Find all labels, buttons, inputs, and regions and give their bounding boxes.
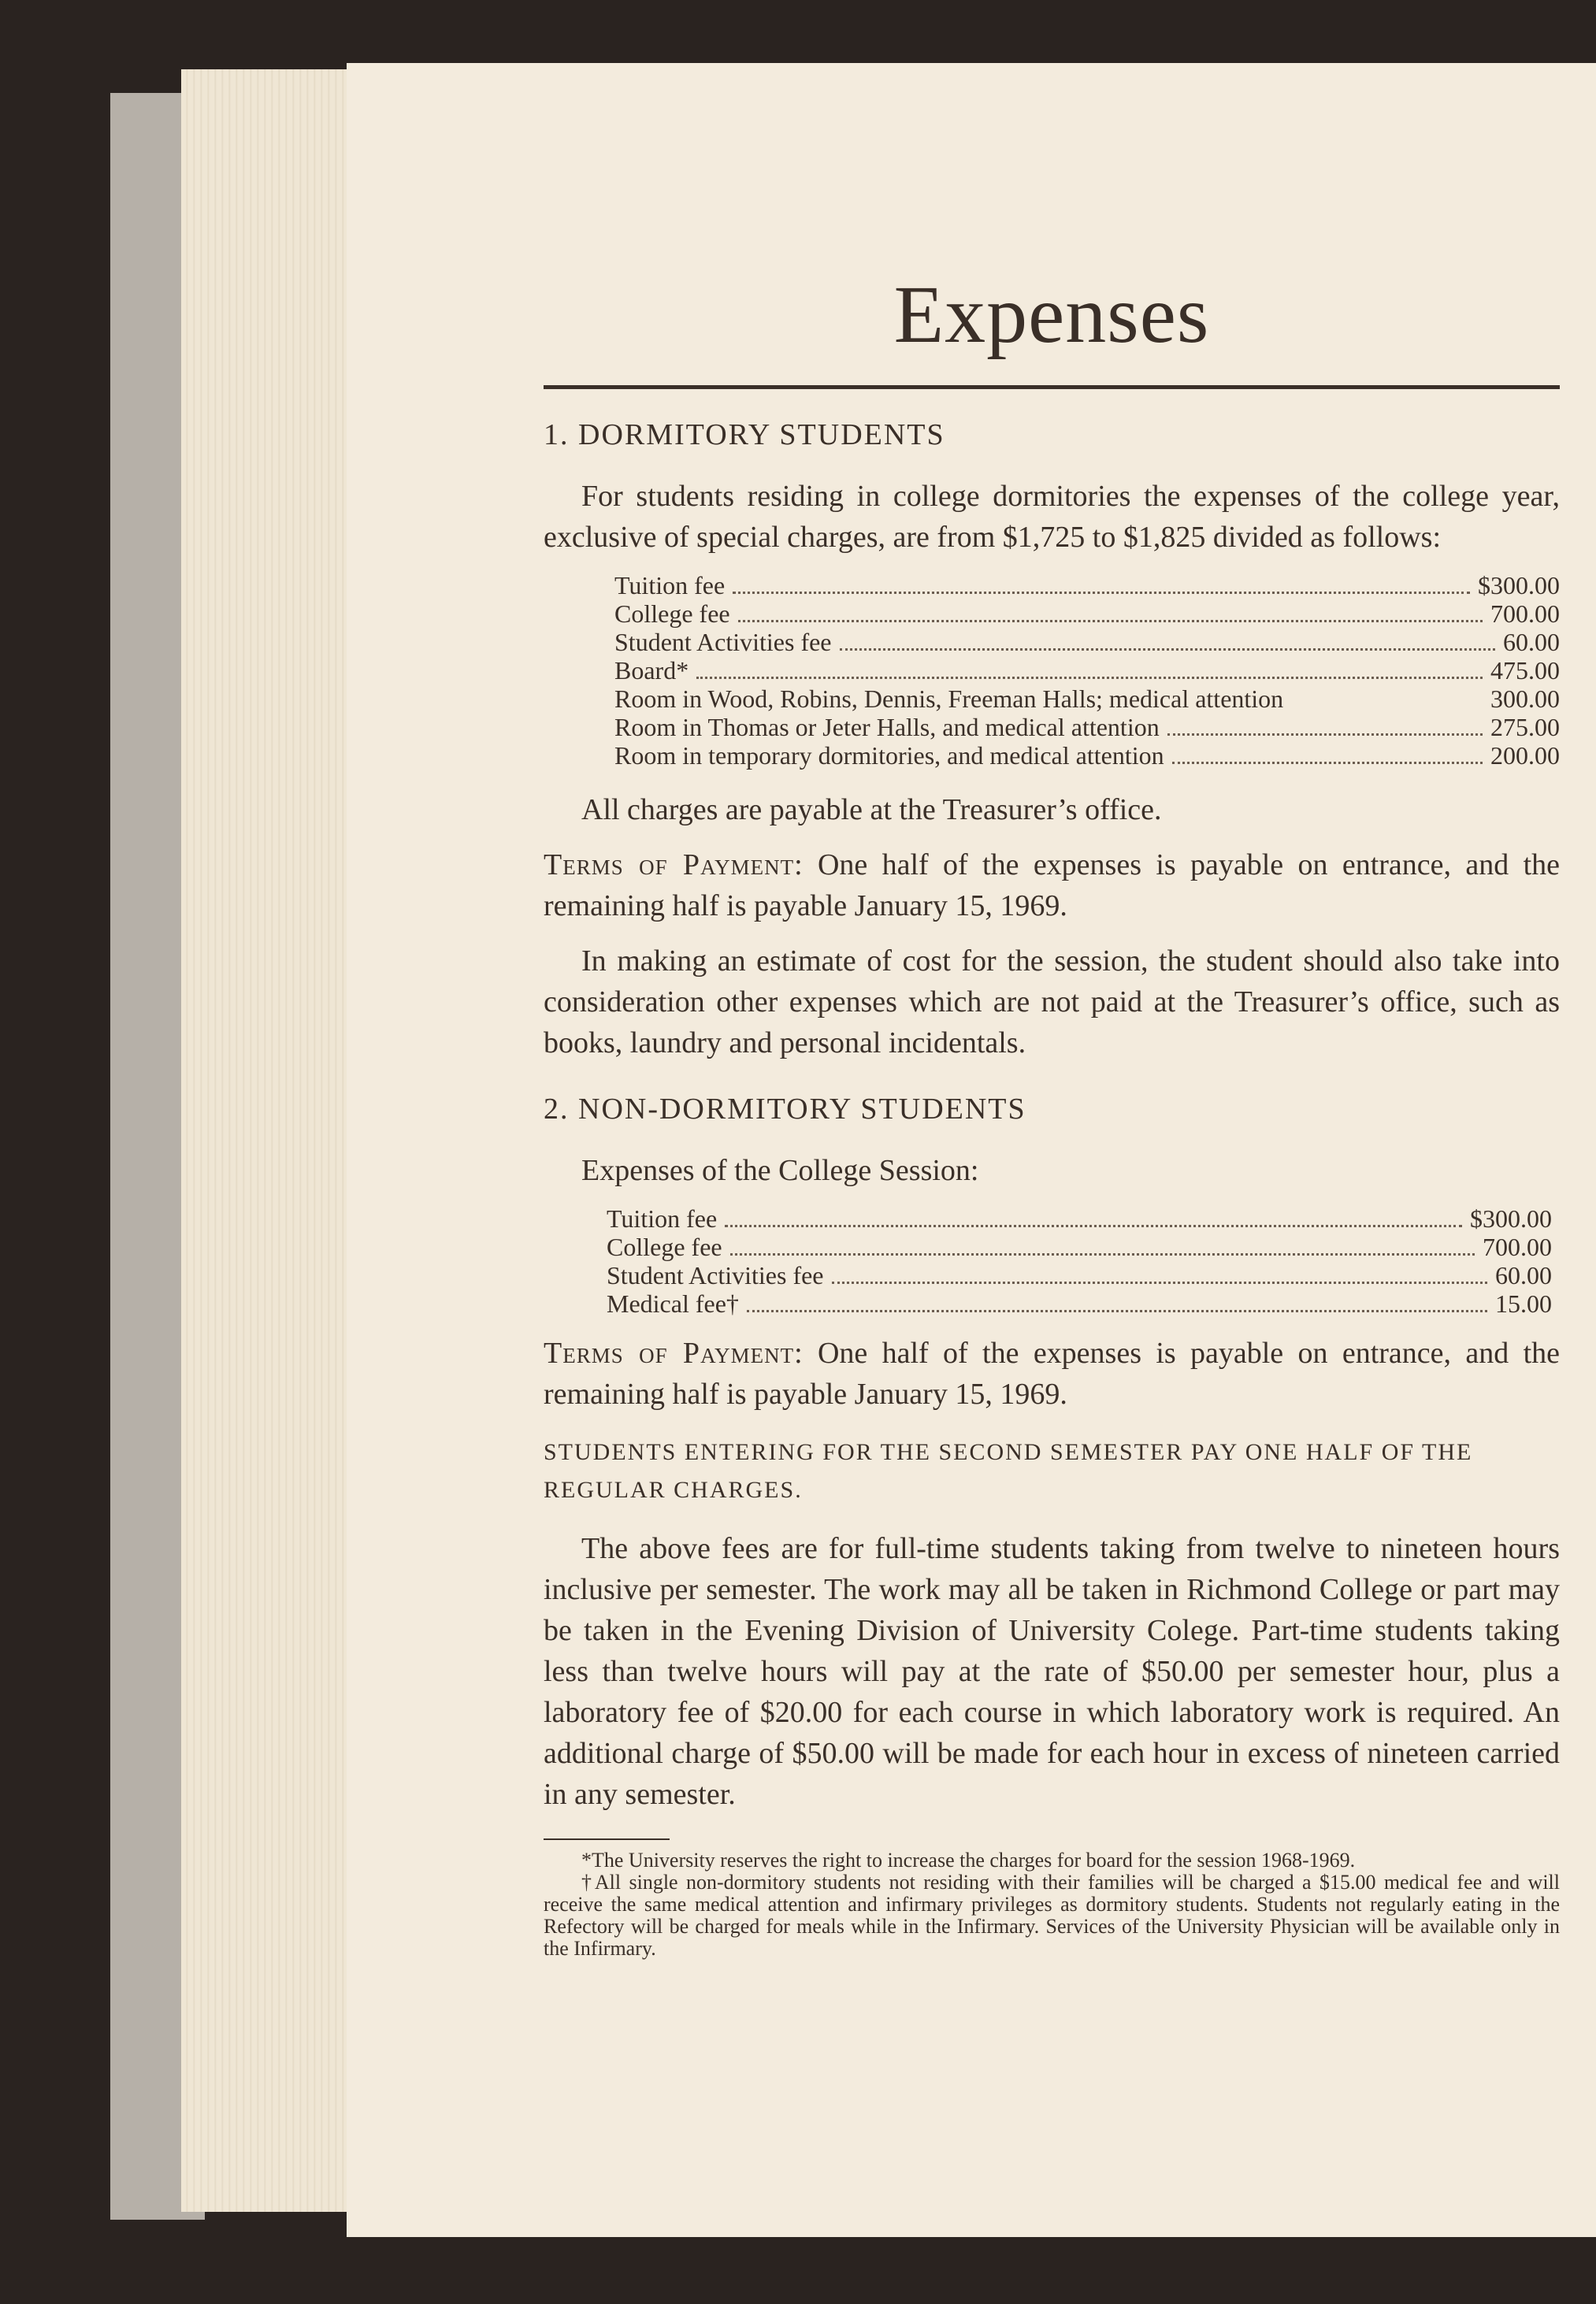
section-heading-dormitory: 1. DORMITORY STUDENTS [544,418,945,451]
fee-amount: 700.00 [1483,1233,1552,1261]
fee-row [614,572,1560,600]
terms-label: Terms of Payment: [544,848,804,881]
dot-leader [725,1225,1462,1227]
fee-row [614,714,1560,742]
fee-amount: $300.00 [1470,1204,1552,1233]
dot-leader [1167,733,1483,736]
fee-row [607,1234,1552,1262]
non-dormitory-intro: Expenses of the College Session: [581,1154,979,1187]
page-stack-edge [181,69,354,2212]
dot-leader [832,1282,1488,1284]
estimate-paragraph: In making an estimate of cost for the session, the student should also take into consideration other expenses which are not paid at the Treasurer’s office, such as books, laundry and personal incidentals. [544,944,1560,1059]
page-title: Expenses [893,269,1210,360]
fee-label: College fee [607,1233,722,1261]
fee-amount: 300.00 [1490,685,1560,713]
fee-label: Room in Wood, Robins, Dennis, Freeman Halls; medical attention [614,685,1284,713]
terms-label: Terms of Payment: [544,1337,804,1370]
dot-leader [730,1253,1475,1256]
fee-row [614,685,1560,714]
section-heading-non-dormitory: 2. NON-DORMITORY STUDENTS [544,1093,1026,1126]
dot-leader [747,1310,1487,1312]
fee-row [614,742,1560,770]
fee-label: Tuition fee [607,1204,718,1233]
fee-amount: 60.00 [1503,628,1560,656]
second-semester-notice: STUDENTS ENTERING FOR THE SECOND SEMESTER PAY ONE HALF OF THE REGULAR CHARGES. [544,1439,1473,1503]
fee-label: Room in Thomas or Jeter Halls, and medical attention [614,713,1160,741]
footnote-rule [544,1838,670,1840]
dot-leader [840,648,1496,651]
fee-label: Medical fee† [607,1289,739,1318]
terms-text: One half of the expenses is payable on entrance, and the remaining half is payable January 15, 1969. [544,848,1561,922]
fee-amount: 200.00 [1490,741,1560,770]
dot-leader [696,677,1483,679]
fee-row [614,629,1560,657]
fee-label: Student Activities fee [614,628,832,656]
fee-row [614,600,1560,629]
fee-row [607,1205,1552,1234]
fee-label: Board* [614,656,689,685]
fee-row [607,1290,1552,1319]
fee-label: Room in temporary dormitories, and medical attention [614,741,1164,770]
fee-amount: 275.00 [1490,713,1560,741]
terms-text: One half of the expenses is payable on entrance, and the remaining half is payable January 15, 1969. [544,1337,1561,1411]
fee-amount: 15.00 [1495,1289,1552,1318]
dot-leader [738,620,1483,622]
terms-of-payment [544,844,1560,926]
fee-row [614,657,1560,685]
fee-label: Student Activities fee [607,1261,824,1289]
terms-of-payment [544,1333,1560,1415]
footnote-medical: †All single non-dormitory students not residing with their families will be charged a $15.00 medical fee and will receive the same medical attention and infirmary privileges as dormitory students. Students not regularly eating in the Refectory will be charged for meals while in the Infirmary. Services of the University Physician will be available only in the Infirmary. [544,1871,1560,1960]
fee-amount: 475.00 [1490,656,1560,685]
fee-label: College fee [614,599,730,628]
dormitory-fee-list [614,572,1560,770]
fee-row [607,1262,1552,1290]
fee-label: Tuition fee [614,571,726,599]
fee-amount: $300.00 [1478,571,1560,599]
fee-amount: 60.00 [1495,1261,1552,1289]
non-dormitory-fee-list [607,1205,1552,1319]
title-rule [544,385,1560,389]
fulltime-paragraph: The above fees are for full-time students taking from twelve to nineteen hours inclusive per semester. The work may all be taken in Richmond College or part may be taken in the Evening Division of University Colege. Part-time students taking less than twelve hours will pay at the rate of $50.00 per semester hour, plus a laboratory fee of $20.00 for each course in which laboratory work is required. An additional charge of $50.00 will be made for each hour in excess of nineteen carried in any semester. [544,1532,1560,1811]
fee-amount: 700.00 [1490,599,1560,628]
dot-leader [1172,762,1483,764]
footnote-board: *The University reserves the right to increase the charges for board for the session 1968-1969. [581,1849,1356,1872]
page-content [544,268,1560,1960]
payable-note: All charges are payable at the Treasurer’s office. [581,793,1162,826]
dot-leader [733,592,1470,594]
dormitory-intro: For students residing in college dormitories the expenses of the college year, exclusive of special charges, are from $1,725 to $1,825 divided as follows: [544,480,1560,554]
